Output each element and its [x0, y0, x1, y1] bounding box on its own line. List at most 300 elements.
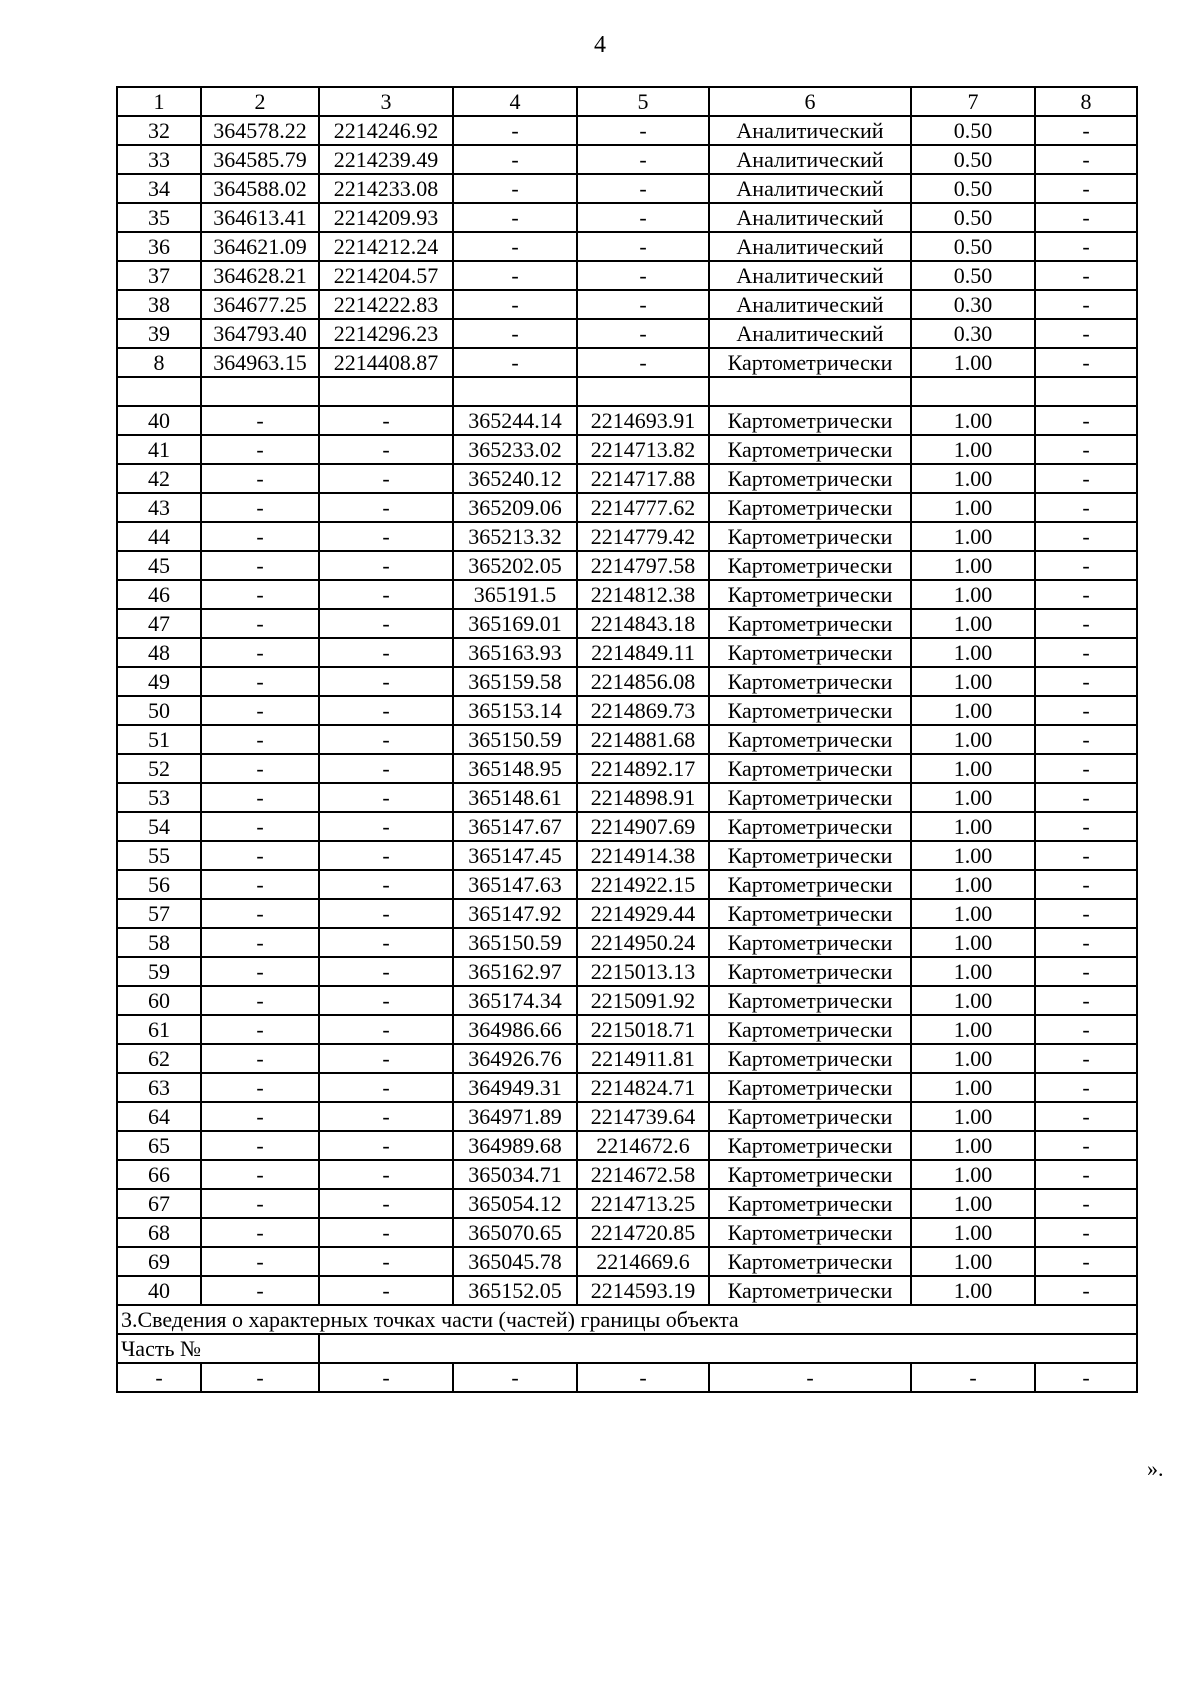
table-cell: 58 [117, 928, 201, 957]
table-cell: 42 [117, 464, 201, 493]
table-cell: 364578.22 [201, 116, 319, 145]
table-cell: - [201, 899, 319, 928]
table-row [117, 319, 1137, 348]
part-label: Часть № [117, 1334, 319, 1363]
table-cell: 2215091.92 [577, 986, 709, 1015]
part-row [117, 1363, 1137, 1392]
table-row [117, 261, 1137, 290]
table-cell: 1.00 [911, 435, 1035, 464]
table-cell: 0.30 [911, 290, 1035, 319]
table-cell: Аналитический [709, 290, 911, 319]
table-cell: 1.00 [911, 406, 1035, 435]
table-cell: 2214929.44 [577, 899, 709, 928]
part-cell: - [117, 1363, 201, 1392]
part-cell: - [201, 1363, 319, 1392]
table-cell: Картометрически [709, 1276, 911, 1305]
table-cell: - [201, 957, 319, 986]
part-cell: - [453, 1363, 577, 1392]
table-cell: 364949.31 [453, 1073, 577, 1102]
table-cell: - [1035, 957, 1137, 986]
table-cell: 2214672.58 [577, 1160, 709, 1189]
table-cell: 365148.95 [453, 754, 577, 783]
table-cell: 59 [117, 957, 201, 986]
table-cell: - [453, 232, 577, 261]
part-cell: - [577, 1363, 709, 1392]
section3-row [117, 1305, 1137, 1334]
table-row [117, 1218, 1137, 1247]
table-cell: 365213.32 [453, 522, 577, 551]
table-cell: - [1035, 812, 1137, 841]
table-cell: - [1035, 1247, 1137, 1276]
table-cell: 66 [117, 1160, 201, 1189]
table-cell: 364588.02 [201, 174, 319, 203]
table-cell: - [201, 1073, 319, 1102]
table-cell: 2214239.49 [319, 145, 453, 174]
table-cell: - [201, 725, 319, 754]
closing-quote: ». [1147, 1456, 1164, 1481]
table-cell: 40 [117, 406, 201, 435]
table-cell: 365070.65 [453, 1218, 577, 1247]
table-cell: - [1035, 348, 1137, 377]
table-row [117, 754, 1137, 783]
table-cell: - [319, 986, 453, 1015]
table-cell: 47 [117, 609, 201, 638]
table-row [117, 1131, 1137, 1160]
table-row [117, 1276, 1137, 1305]
header-cell: 1 [117, 87, 201, 116]
table-cell: - [201, 870, 319, 899]
table-cell: - [1035, 145, 1137, 174]
table-cell: - [319, 1131, 453, 1160]
table-cell: 2214797.58 [577, 551, 709, 580]
table-cell: 2215018.71 [577, 1015, 709, 1044]
table-cell: 365147.92 [453, 899, 577, 928]
table-cell: - [319, 1015, 453, 1044]
table-cell: 46 [117, 580, 201, 609]
table-cell: 2214669.6 [577, 1247, 709, 1276]
table-cell: - [319, 551, 453, 580]
table-cell: 2214950.24 [577, 928, 709, 957]
table-cell: 1.00 [911, 609, 1035, 638]
table-cell: 364628.21 [201, 261, 319, 290]
table-cell: - [1035, 580, 1137, 609]
table-cell: - [577, 348, 709, 377]
empty-cell [577, 377, 709, 406]
table-cell: - [201, 783, 319, 812]
table-cell: Аналитический [709, 145, 911, 174]
table-cell: 55 [117, 841, 201, 870]
table-cell: - [577, 145, 709, 174]
table-cell: Картометрически [709, 580, 911, 609]
table-cell: 364585.79 [201, 145, 319, 174]
table-cell: 1.00 [911, 725, 1035, 754]
table-cell: Картометрически [709, 928, 911, 957]
table-cell: - [319, 928, 453, 957]
table-cell: 2214881.68 [577, 725, 709, 754]
table-cell: 37 [117, 261, 201, 290]
table-cell: 365147.45 [453, 841, 577, 870]
table-cell: 2214204.57 [319, 261, 453, 290]
table-cell: - [453, 290, 577, 319]
table-cell: 1.00 [911, 899, 1035, 928]
table-cell: - [319, 1276, 453, 1305]
table-cell: 33 [117, 145, 201, 174]
table-cell: 40 [117, 1276, 201, 1305]
table-cell: 2214246.92 [319, 116, 453, 145]
table-cell: - [1035, 290, 1137, 319]
table-row [117, 812, 1137, 841]
table-cell: 365162.97 [453, 957, 577, 986]
table-cell: - [201, 928, 319, 957]
table-cell: 365159.58 [453, 667, 577, 696]
table-row [117, 406, 1137, 435]
table-cell: 1.00 [911, 464, 1035, 493]
table-cell: - [1035, 1131, 1137, 1160]
part-cell: - [1035, 1363, 1137, 1392]
table-cell: 61 [117, 1015, 201, 1044]
table-cell: 364971.89 [453, 1102, 577, 1131]
table-cell: 2214779.42 [577, 522, 709, 551]
table-cell: 2214777.62 [577, 493, 709, 522]
table-cell: 32 [117, 116, 201, 145]
table-cell: 365045.78 [453, 1247, 577, 1276]
table-cell: 2214713.25 [577, 1189, 709, 1218]
table-cell: 1.00 [911, 928, 1035, 957]
empty-cell [911, 377, 1035, 406]
table-cell: 51 [117, 725, 201, 754]
table-cell: 365148.61 [453, 783, 577, 812]
header-cell: 6 [709, 87, 911, 116]
table-cell: 67 [117, 1189, 201, 1218]
table-cell: - [453, 145, 577, 174]
table-row [117, 696, 1137, 725]
table-row [117, 1160, 1137, 1189]
blank-separator-row [117, 377, 1137, 406]
table-cell: 48 [117, 638, 201, 667]
table-cell: - [1035, 1044, 1137, 1073]
table-cell: 364986.66 [453, 1015, 577, 1044]
table-cell: - [319, 870, 453, 899]
table-cell: - [201, 1189, 319, 1218]
table-cell: - [1035, 1102, 1137, 1131]
table-cell: 1.00 [911, 870, 1035, 899]
table-cell: - [201, 551, 319, 580]
table-row [117, 290, 1137, 319]
table-cell: 2214713.82 [577, 435, 709, 464]
table-cell: - [453, 174, 577, 203]
table-cell: 2214824.71 [577, 1073, 709, 1102]
table-row [117, 580, 1137, 609]
table-cell: - [577, 232, 709, 261]
table-cell: 63 [117, 1073, 201, 1102]
header-cell: 7 [911, 87, 1035, 116]
table-cell: 1.00 [911, 1073, 1035, 1102]
empty-cell [117, 377, 201, 406]
table-cell: 1.00 [911, 1160, 1035, 1189]
table-row [117, 1189, 1137, 1218]
table-cell: - [1035, 783, 1137, 812]
part-cell: - [911, 1363, 1035, 1392]
table-row [117, 145, 1137, 174]
table-cell: 2214717.88 [577, 464, 709, 493]
table-cell: 365209.06 [453, 493, 577, 522]
table-cell: 0.50 [911, 145, 1035, 174]
table-cell: - [1035, 232, 1137, 261]
table-cell: Картометрически [709, 754, 911, 783]
section3-title: 3.Сведения о характерных точках части (частей) границы объекта [117, 1305, 1137, 1334]
table-cell: - [319, 464, 453, 493]
table-row [117, 609, 1137, 638]
table-cell: - [319, 667, 453, 696]
table-cell: 56 [117, 870, 201, 899]
table-cell: - [201, 754, 319, 783]
table-cell: 52 [117, 754, 201, 783]
table-cell: Картометрически [709, 812, 911, 841]
table-cell: - [201, 1015, 319, 1044]
table-cell: - [201, 493, 319, 522]
table-cell: 1.00 [911, 522, 1035, 551]
table-cell: 2214922.15 [577, 870, 709, 899]
table-row [117, 464, 1137, 493]
table-cell: 39 [117, 319, 201, 348]
table-cell: 44 [117, 522, 201, 551]
table-cell: - [577, 174, 709, 203]
table-cell: Картометрически [709, 609, 911, 638]
table-cell: 64 [117, 1102, 201, 1131]
table-row [117, 1044, 1137, 1073]
table-cell: Картометрически [709, 957, 911, 986]
table-cell: Картометрически [709, 1073, 911, 1102]
table-cell: - [319, 609, 453, 638]
table-cell: - [201, 667, 319, 696]
table-cell: 365174.34 [453, 986, 577, 1015]
table-cell: Картометрически [709, 1044, 911, 1073]
table-cell: Картометрически [709, 841, 911, 870]
table-cell: 2214739.64 [577, 1102, 709, 1131]
table-cell: 0.50 [911, 116, 1035, 145]
table-cell: 2215013.13 [577, 957, 709, 986]
table-cell: - [201, 1218, 319, 1247]
table-cell: 365163.93 [453, 638, 577, 667]
table-cell: 2214693.91 [577, 406, 709, 435]
table-cell: 364989.68 [453, 1131, 577, 1160]
table-cell: - [319, 1044, 453, 1073]
table-cell: - [201, 1102, 319, 1131]
table-row [117, 435, 1137, 464]
table-cell: 2214849.11 [577, 638, 709, 667]
table-cell: Картометрически [709, 1102, 911, 1131]
table-row [117, 783, 1137, 812]
table-cell: - [453, 348, 577, 377]
table-cell: - [1035, 1073, 1137, 1102]
table-cell: 1.00 [911, 812, 1035, 841]
table-cell: 2214296.23 [319, 319, 453, 348]
header-cell: 8 [1035, 87, 1137, 116]
table-cell: - [1035, 638, 1137, 667]
table-cell: - [319, 493, 453, 522]
table-cell: Картометрически [709, 435, 911, 464]
table-cell: Картометрически [709, 522, 911, 551]
table-cell: 2214720.85 [577, 1218, 709, 1247]
table-cell: Аналитический [709, 261, 911, 290]
table-cell: - [319, 1247, 453, 1276]
table-cell: 1.00 [911, 1276, 1035, 1305]
table-cell: - [319, 754, 453, 783]
header-cell: 2 [201, 87, 319, 116]
table-cell: 364963.15 [201, 348, 319, 377]
table-cell: Картометрически [709, 783, 911, 812]
table-cell: 2214672.6 [577, 1131, 709, 1160]
empty-cell [1035, 377, 1137, 406]
table-row [117, 899, 1137, 928]
table-cell: 365150.59 [453, 928, 577, 957]
part-cell: - [709, 1363, 911, 1392]
table-cell: 1.00 [911, 348, 1035, 377]
table-cell: 364926.76 [453, 1044, 577, 1073]
table-cell: 364613.41 [201, 203, 319, 232]
table-cell: 2214408.87 [319, 348, 453, 377]
table-cell: 365169.01 [453, 609, 577, 638]
table-cell: - [201, 1276, 319, 1305]
table-cell: Картометрически [709, 986, 911, 1015]
table-cell: 68 [117, 1218, 201, 1247]
table-cell: Картометрически [709, 406, 911, 435]
table-cell: 1.00 [911, 696, 1035, 725]
table-cell: - [319, 841, 453, 870]
table-cell: - [453, 203, 577, 232]
table-cell: - [201, 1160, 319, 1189]
table-cell: - [319, 638, 453, 667]
table-cell: 365147.67 [453, 812, 577, 841]
table-row [117, 551, 1137, 580]
table-cell: 2214869.73 [577, 696, 709, 725]
table-cell: Картометрически [709, 870, 911, 899]
table-cell: Картометрически [709, 696, 911, 725]
table-cell: - [319, 406, 453, 435]
table-cell: - [319, 580, 453, 609]
table-cell: - [319, 812, 453, 841]
table-cell: 1.00 [911, 1015, 1035, 1044]
table-cell: Картометрически [709, 899, 911, 928]
table-cell: 365054.12 [453, 1189, 577, 1218]
table-row [117, 232, 1137, 261]
table-cell: 364621.09 [201, 232, 319, 261]
table-row [117, 870, 1137, 899]
table-cell: Картометрически [709, 667, 911, 696]
table-cell: - [201, 638, 319, 667]
table-cell: 364677.25 [201, 290, 319, 319]
table-cell: - [319, 1160, 453, 1189]
table-cell: - [201, 1131, 319, 1160]
table-row [117, 203, 1137, 232]
table-cell: - [1035, 899, 1137, 928]
table-cell: 41 [117, 435, 201, 464]
table-cell: Картометрически [709, 1189, 911, 1218]
table-cell: - [319, 783, 453, 812]
table-cell: 365233.02 [453, 435, 577, 464]
table-cell: - [1035, 928, 1137, 957]
table-cell: 0.30 [911, 319, 1035, 348]
empty-cell [453, 377, 577, 406]
table-cell: - [453, 261, 577, 290]
table-cell: 1.00 [911, 986, 1035, 1015]
table-row [117, 667, 1137, 696]
table-cell: - [1035, 1160, 1137, 1189]
table-cell: - [453, 116, 577, 145]
table-cell: - [1035, 609, 1137, 638]
table-cell: - [201, 464, 319, 493]
table-cell: 50 [117, 696, 201, 725]
table-cell: 35 [117, 203, 201, 232]
table-cell: - [201, 1247, 319, 1276]
table-cell: - [1035, 1276, 1137, 1305]
table-cell: - [201, 696, 319, 725]
table-cell: - [201, 522, 319, 551]
table-cell: 2214911.81 [577, 1044, 709, 1073]
table-row [117, 348, 1137, 377]
table-cell: - [577, 261, 709, 290]
table-cell: 38 [117, 290, 201, 319]
table-cell: 2214892.17 [577, 754, 709, 783]
table-cell: - [1035, 841, 1137, 870]
table-cell: Картометрически [709, 493, 911, 522]
table-cell: 1.00 [911, 493, 1035, 522]
table-cell: 1.00 [911, 580, 1035, 609]
table-cell: 365147.63 [453, 870, 577, 899]
table-cell: 365034.71 [453, 1160, 577, 1189]
table-row [117, 1247, 1137, 1276]
table-cell: - [319, 899, 453, 928]
table-cell: Картометрически [709, 1131, 911, 1160]
table-cell: 1.00 [911, 667, 1035, 696]
table-cell: - [1035, 174, 1137, 203]
part-label-row [117, 1334, 1137, 1363]
table-cell: 1.00 [911, 957, 1035, 986]
table-cell: - [1035, 696, 1137, 725]
table-cell: - [1035, 1218, 1137, 1247]
table-cell: 365152.05 [453, 1276, 577, 1305]
table-cell: 43 [117, 493, 201, 522]
table-cell: - [1035, 319, 1137, 348]
table-cell: 2214212.24 [319, 232, 453, 261]
table-row [117, 725, 1137, 754]
part-cell: - [319, 1363, 453, 1392]
table-cell: - [319, 435, 453, 464]
table-row [117, 493, 1137, 522]
table-row [117, 1073, 1137, 1102]
table-cell: 57 [117, 899, 201, 928]
table-cell: 0.50 [911, 203, 1035, 232]
table-cell: 2214233.08 [319, 174, 453, 203]
empty-cell [201, 377, 319, 406]
table-cell: 365202.05 [453, 551, 577, 580]
table-cell: - [1035, 754, 1137, 783]
table-cell: 1.00 [911, 1189, 1035, 1218]
coordinates-table [116, 86, 1138, 1393]
table-cell: 0.50 [911, 232, 1035, 261]
table-row [117, 928, 1137, 957]
rows-bottom-group [117, 406, 1137, 1305]
table-cell: - [201, 406, 319, 435]
table-cell: 2214856.08 [577, 667, 709, 696]
table-cell: - [577, 319, 709, 348]
table-cell: 1.00 [911, 1247, 1035, 1276]
table-cell: Картометрически [709, 1160, 911, 1189]
table-cell: 54 [117, 812, 201, 841]
table-cell: Аналитический [709, 319, 911, 348]
table-cell: 36 [117, 232, 201, 261]
table-cell: 2214593.19 [577, 1276, 709, 1305]
